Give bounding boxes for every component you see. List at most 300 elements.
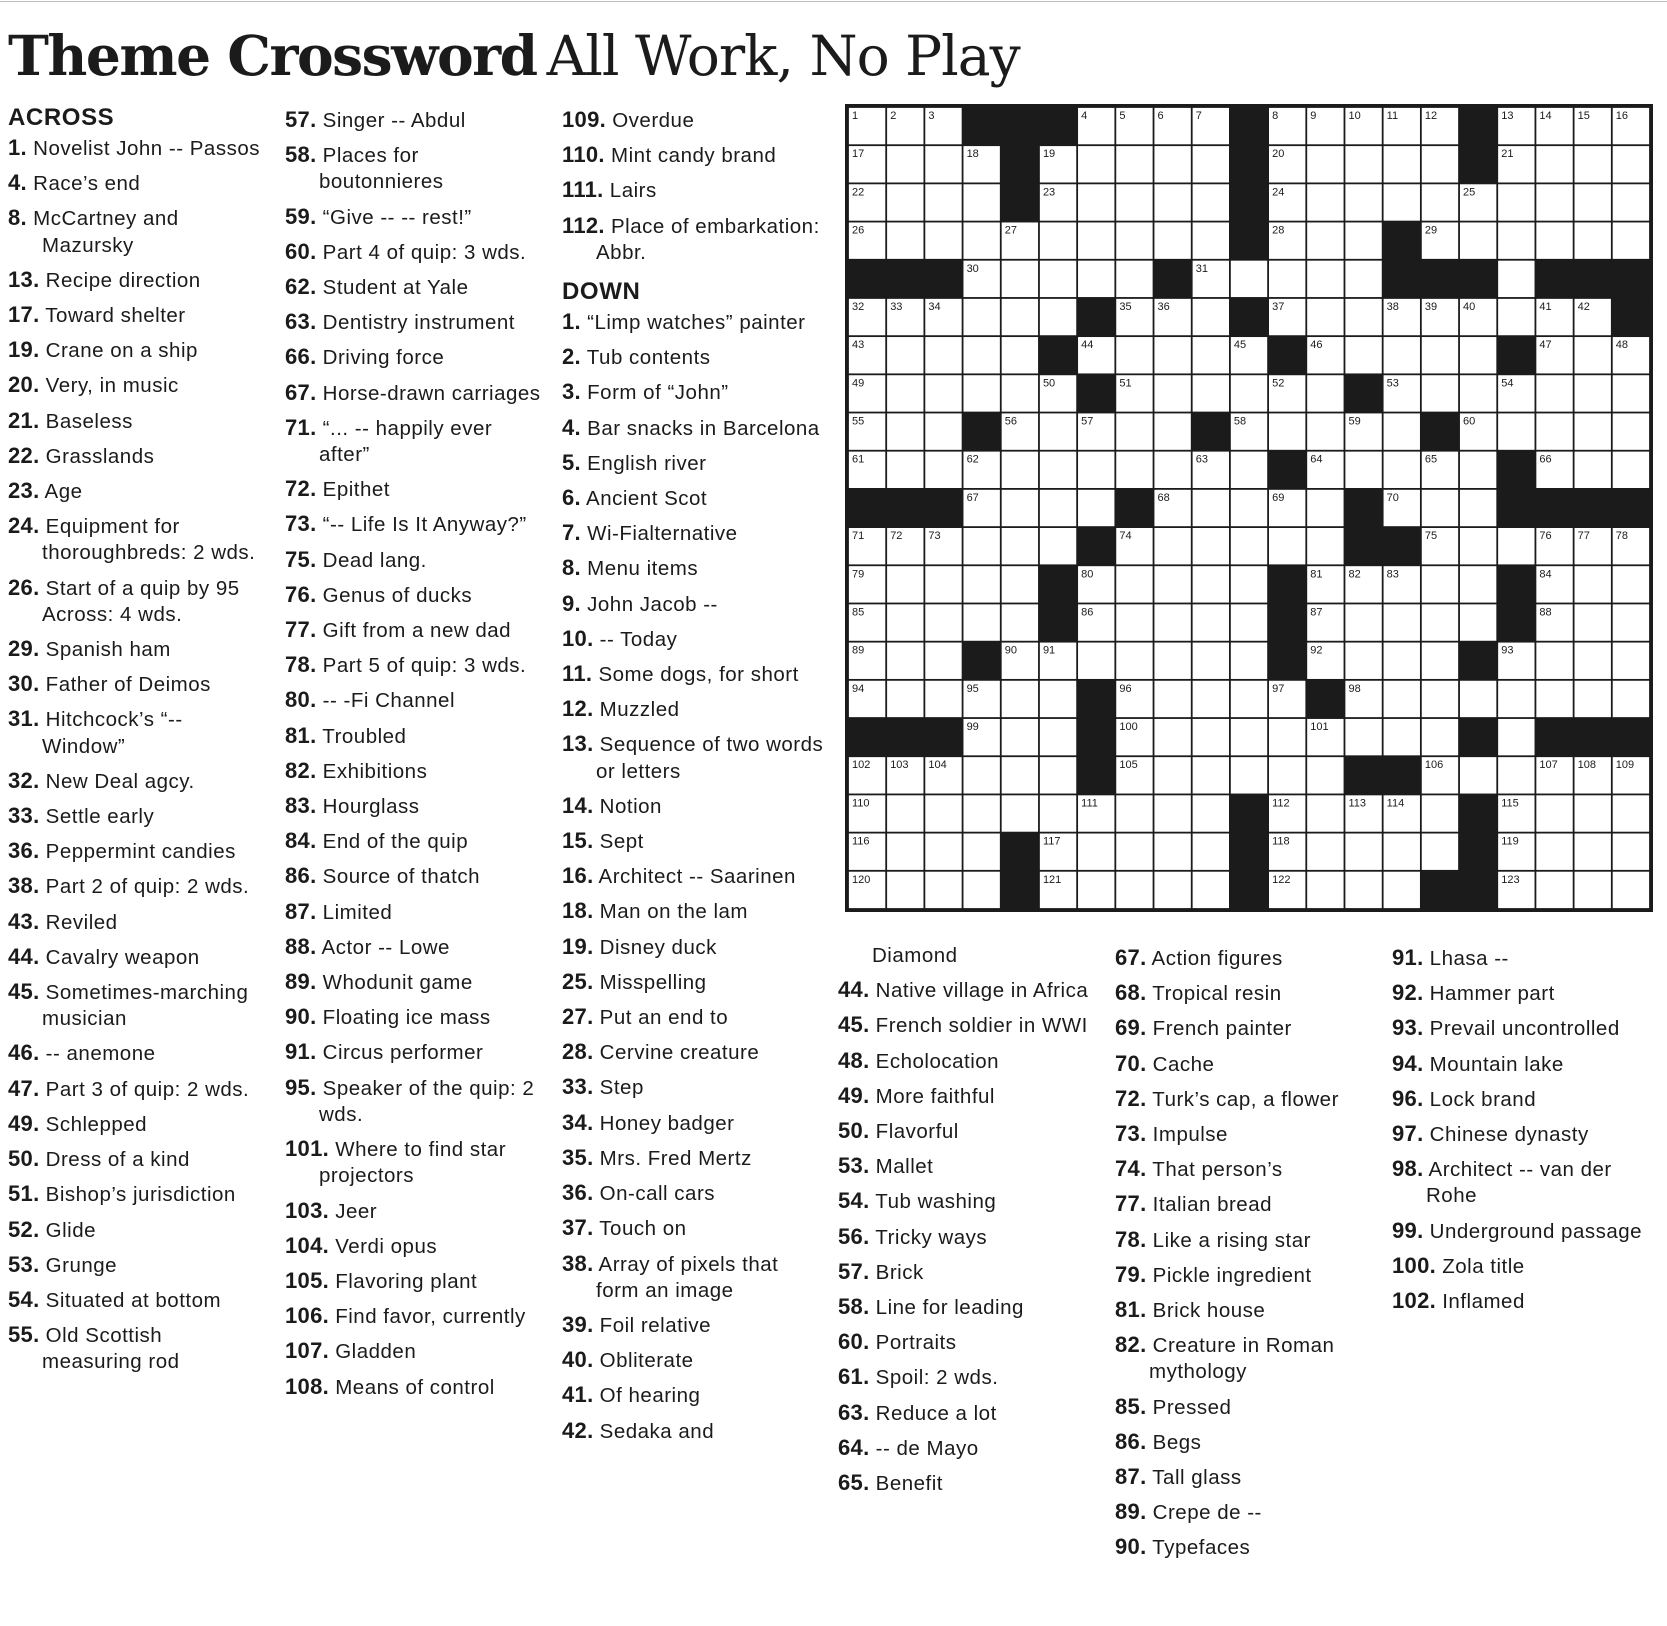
black-square — [1497, 565, 1535, 603]
clue-number: 67. — [1115, 945, 1147, 970]
clue-item — [285, 1338, 547, 1365]
clue-number: 55. — [8, 1322, 40, 1348]
clue-text: Cavalry weapon — [39, 945, 200, 969]
grid-cell — [1575, 566, 1611, 602]
grid-cell-number: 63 — [1195, 453, 1208, 466]
clue-number: 78. — [285, 652, 317, 678]
clue-text: Echolocation — [869, 1049, 1000, 1073]
black-square — [1039, 565, 1077, 603]
clue-text: Tub contents — [580, 346, 711, 370]
grid-cell — [1307, 757, 1343, 793]
grid-cell-number: 87 — [1310, 606, 1323, 619]
black-square — [1459, 718, 1497, 756]
grid-cell — [925, 184, 961, 220]
clue-text: Settle early — [39, 805, 155, 829]
grid-cell — [1154, 528, 1190, 564]
clue-number: 58. — [838, 1294, 870, 1320]
grid-cell — [1116, 604, 1152, 640]
clue-item — [8, 575, 266, 628]
black-square — [1268, 565, 1306, 603]
grid-cell — [1040, 795, 1076, 831]
clue-text: Portraits — [869, 1331, 957, 1355]
grid-cell — [963, 184, 999, 220]
grid-cell — [1078, 872, 1114, 908]
clue-number: 29. — [8, 636, 40, 662]
grid-cell — [963, 222, 999, 258]
clue-item — [285, 274, 547, 301]
grid-cell — [1498, 261, 1534, 297]
grid-cell — [1002, 604, 1038, 640]
clue-number: 36. — [8, 838, 40, 864]
grid-cell-number: 11 — [1386, 110, 1399, 122]
clue-number: 111. — [562, 177, 604, 203]
clue-number: 81. — [1115, 1297, 1147, 1323]
grid-cell — [1422, 604, 1458, 640]
grid-cell — [1536, 375, 1572, 411]
clue-text: Menu items — [580, 557, 699, 581]
grid-cell — [963, 757, 999, 793]
grid-cell — [1613, 184, 1649, 220]
grid-cell — [1613, 375, 1649, 411]
clue-number: 40. — [562, 1347, 594, 1373]
grid-cell-number: 10 — [1348, 110, 1361, 122]
clue-text: Reviled — [39, 910, 118, 934]
clue-number: 102. — [1392, 1288, 1437, 1314]
grid-cell — [1078, 643, 1114, 679]
clue-number: 95. — [285, 1074, 317, 1100]
black-square — [1039, 603, 1077, 641]
grid-cell — [1498, 222, 1534, 258]
clue-number: 86. — [285, 863, 317, 889]
grid-cell — [1231, 757, 1267, 793]
clue-text: On-call cars — [593, 1182, 716, 1206]
grid-cell-number: 9 — [1310, 110, 1317, 122]
black-square — [1230, 107, 1268, 145]
black-square — [1383, 222, 1421, 260]
clue-item — [838, 1048, 1100, 1075]
grid-cell — [1078, 261, 1114, 297]
clue-text: Begs — [1146, 1430, 1202, 1454]
clue-item — [285, 723, 547, 750]
grid-cell — [1002, 337, 1038, 373]
clue-number: 38. — [562, 1250, 594, 1276]
clue-item — [1115, 1051, 1377, 1078]
grid-cell — [1193, 834, 1229, 870]
grid-cell — [1613, 604, 1649, 640]
clue-number: 26. — [8, 574, 40, 600]
clue-text: Lhasa -- — [1423, 947, 1509, 970]
grid-cell — [1193, 490, 1229, 526]
clue-number: 33. — [8, 803, 40, 829]
clue-item — [562, 793, 824, 820]
grid-cell — [925, 337, 961, 373]
clue-number: 4. — [8, 170, 27, 196]
grid-cell — [1460, 337, 1496, 373]
clue-text: Honey badger — [593, 1111, 735, 1135]
clue-text: Exhibitions — [316, 759, 428, 783]
grid-cell — [925, 222, 961, 258]
grid-cell-number: 19 — [1042, 148, 1056, 161]
grid-cell-number: 6 — [1157, 110, 1164, 122]
grid-cell-number: 18 — [966, 148, 979, 161]
clue-number: 73. — [285, 511, 317, 537]
clue-text: Sept — [593, 830, 644, 854]
grid-cell — [1575, 375, 1611, 411]
clue-number: 67. — [285, 379, 317, 405]
clue-text: Of hearing — [593, 1384, 701, 1408]
grid-cell — [1575, 452, 1611, 488]
clue-text: Genus of ducks — [316, 583, 473, 607]
grid-cell — [1116, 146, 1152, 182]
clue-number: 106. — [285, 1303, 330, 1329]
clue-number: 99. — [1392, 1217, 1424, 1243]
grid-cell — [1460, 757, 1496, 793]
clue-item — [285, 511, 547, 538]
black-square — [1612, 260, 1650, 298]
clue-number: 13. — [8, 266, 40, 292]
clue-number: 87. — [1115, 1464, 1147, 1490]
clue-text: Race’s end — [26, 172, 141, 196]
grid-cell — [1002, 719, 1038, 755]
grid-cell — [925, 872, 961, 908]
grid-cell — [1307, 490, 1343, 526]
black-square — [1268, 642, 1306, 680]
clue-item — [8, 909, 266, 936]
grid-cell — [1040, 490, 1076, 526]
clue-item — [8, 1146, 266, 1173]
grid-cell-number: 60 — [1463, 415, 1476, 428]
grid-cell — [1193, 604, 1229, 640]
clue-text: Hitchcock’s “-- Window” — [39, 708, 183, 758]
clue-text: More faithful — [869, 1084, 995, 1108]
grid-cell — [887, 834, 923, 870]
grid-cell — [887, 413, 923, 449]
grid-cell — [1154, 643, 1190, 679]
grid-cell-number: 38 — [1386, 300, 1399, 313]
clue-text: Gift from a new dad — [316, 619, 512, 643]
clue-item — [1115, 1121, 1377, 1148]
grid-cell — [1384, 872, 1420, 908]
clue-number: 57. — [838, 1258, 870, 1284]
clue-text: Speaker of the quip: 2 wds. — [316, 1076, 535, 1126]
clue-text: Start of a quip by 95 Across: 4 wds. — [39, 576, 240, 626]
clue-number: 46. — [8, 1040, 40, 1066]
clue-item — [562, 213, 824, 266]
clue-number: 104. — [285, 1232, 330, 1258]
grid-cell — [1002, 681, 1038, 717]
clue-text: Jeer — [329, 1199, 378, 1223]
grid-cell — [1384, 184, 1420, 220]
grid-cell — [1307, 528, 1343, 564]
clue-item — [285, 415, 547, 468]
grid-cell-number: 61 — [852, 453, 865, 466]
black-square — [1459, 794, 1497, 832]
black-square — [1230, 222, 1268, 260]
black-square — [924, 718, 962, 756]
grid-cell — [1231, 719, 1267, 755]
grid-cell — [1193, 337, 1229, 373]
grid-cell — [1002, 490, 1038, 526]
black-square — [1535, 489, 1573, 527]
clue-item — [285, 204, 547, 231]
grid-cell-number: 27 — [1004, 224, 1018, 237]
grid-cell — [1307, 299, 1343, 335]
black-square — [1574, 489, 1612, 527]
grid-cell — [1307, 184, 1343, 220]
clue-text: Lock brand — [1423, 1087, 1537, 1111]
grid-cell — [887, 643, 923, 679]
grid-cell-number: 72 — [890, 530, 903, 543]
clue-text: Hourglass — [316, 795, 420, 819]
black-square — [1001, 871, 1039, 909]
black-square — [1230, 298, 1268, 336]
clue-text: Means of control — [329, 1375, 495, 1399]
clue-number: 18. — [562, 898, 594, 924]
clue-item — [562, 309, 824, 336]
clue-text: English river — [580, 451, 707, 475]
grid-cell — [963, 604, 999, 640]
grid-cell — [1384, 681, 1420, 717]
grid-cell-number: 103 — [890, 759, 909, 772]
clue-number: 84. — [285, 828, 317, 854]
grid-cell — [1154, 146, 1190, 182]
grid-cell-number: 53 — [1386, 377, 1399, 390]
grid-cell — [925, 604, 961, 640]
clue-text: Troubled — [316, 724, 407, 748]
clue-number: 11. — [562, 661, 593, 687]
clue-text: Verdi opus — [329, 1234, 438, 1258]
clue-item — [8, 302, 266, 329]
grid-cell — [1536, 222, 1572, 258]
grid-cell-number: 52 — [1272, 377, 1285, 390]
black-square — [1039, 336, 1077, 374]
grid-cell-number: 83 — [1386, 568, 1399, 581]
grid-cell — [1498, 299, 1534, 335]
clue-item — [562, 177, 824, 204]
clue-column-4 — [838, 943, 1100, 1505]
grid-cell-number: 113 — [1348, 797, 1367, 810]
clue-text: Tricky ways — [869, 1225, 988, 1249]
grid-cell-number: 88 — [1539, 606, 1552, 619]
clue-text: “-- Life Is It Anyway?” — [316, 513, 527, 537]
clue-item — [562, 898, 824, 925]
grid-cell-number: 70 — [1386, 491, 1399, 504]
clue-item — [8, 1076, 266, 1103]
grid-cell — [1575, 337, 1611, 373]
grid-cell — [1307, 413, 1343, 449]
grid-cell-number: 109 — [1615, 759, 1635, 772]
grid-cell-number: 12 — [1424, 110, 1438, 122]
clue-text: Spanish ham — [39, 638, 171, 662]
grid-cell — [1040, 452, 1076, 488]
grid-cell — [1575, 834, 1611, 870]
grid-cell — [1078, 834, 1114, 870]
grid-cell-number: 108 — [1577, 759, 1596, 772]
clue-text: Italian bread — [1146, 1193, 1273, 1217]
grid-cell — [1613, 452, 1649, 488]
black-square — [1077, 374, 1115, 412]
clue-number: 13. — [562, 731, 594, 757]
clue-number: 97. — [1392, 1121, 1424, 1147]
clue-number: 1. — [562, 309, 581, 335]
clue-text: Part 2 of quip: 2 wds. — [39, 875, 250, 899]
clue-item — [285, 1004, 547, 1031]
grid-cell — [1269, 528, 1305, 564]
clue-item — [838, 1083, 1100, 1110]
clue-number: 71. — [285, 414, 317, 440]
clue-text: Tropical resin — [1146, 982, 1282, 1006]
clue-number: 98. — [1392, 1156, 1424, 1182]
grid-cell-number: 73 — [928, 530, 941, 543]
grid-cell-number: 48 — [1615, 339, 1629, 352]
grid-cell — [1498, 681, 1534, 717]
clue-number: 22. — [8, 442, 40, 468]
clue-number: 72. — [1115, 1085, 1147, 1111]
grid-cell — [1154, 566, 1190, 602]
grid-cell-number: 67 — [966, 491, 979, 504]
clue-number: 100. — [1392, 1252, 1437, 1278]
grid-cell — [1269, 757, 1305, 793]
clue-number: 83. — [285, 793, 317, 819]
black-square — [1192, 413, 1230, 451]
grid-cell — [1460, 375, 1496, 411]
clue-item — [8, 636, 266, 663]
grid-cell-number: 105 — [1119, 759, 1138, 772]
grid-cell — [1536, 681, 1572, 717]
clue-item — [838, 1400, 1100, 1427]
clue-item — [285, 1303, 547, 1330]
black-square — [1268, 603, 1306, 641]
grid-cell — [1231, 643, 1267, 679]
black-square — [1612, 718, 1650, 756]
clue-number: 79. — [1115, 1261, 1147, 1287]
clue-text: Glide — [39, 1218, 97, 1242]
grid-cell-number: 17 — [852, 148, 865, 161]
grid-cell-number: 90 — [1004, 644, 1018, 657]
clue-number: 109. — [562, 107, 607, 132]
clue-item — [8, 372, 266, 399]
grid-cell-number: 86 — [1081, 606, 1094, 619]
clue-item — [285, 617, 547, 644]
grid-cell-number: 69 — [1272, 491, 1285, 504]
grid-cell — [1154, 604, 1190, 640]
black-square — [1574, 718, 1612, 756]
clue-number: 52. — [8, 1216, 40, 1242]
clue-number: 16. — [562, 863, 594, 889]
grid-cell — [1002, 299, 1038, 335]
clue-item — [562, 696, 824, 723]
grid-cell — [1154, 795, 1190, 831]
clue-number: 96. — [1392, 1085, 1424, 1111]
clue-item — [838, 1153, 1100, 1180]
black-square — [1497, 336, 1535, 374]
clue-item — [562, 379, 824, 406]
grid-cell — [1269, 719, 1305, 755]
clue-item — [285, 142, 547, 195]
clue-text: Situated at bottom — [39, 1288, 222, 1312]
grid-cell — [1154, 681, 1190, 717]
clue-text: Misspelling — [593, 970, 707, 994]
grid-cell-number: 71 — [852, 530, 865, 543]
clue-column-5 — [1115, 945, 1377, 1570]
clue-text: Man on the lam — [593, 900, 748, 924]
clue-item — [562, 626, 824, 653]
clue-item — [1392, 1015, 1654, 1042]
clue-item — [1392, 1218, 1654, 1245]
clue-item — [1115, 1156, 1377, 1183]
clue-number: 81. — [285, 722, 317, 748]
grid-cell — [1345, 834, 1381, 870]
clue-number: 89. — [1115, 1499, 1147, 1525]
clue-item — [285, 687, 547, 714]
grid-cell — [1422, 681, 1458, 717]
clue-number: 78. — [1115, 1226, 1147, 1252]
black-square — [1421, 260, 1459, 298]
grid-cell — [1002, 261, 1038, 297]
clue-item — [838, 1329, 1100, 1356]
grid-cell-number: 74 — [1119, 530, 1132, 543]
grid-cell — [925, 375, 961, 411]
clue-number: 82. — [285, 757, 317, 783]
grid-cell — [1307, 261, 1343, 297]
grid-cell — [1345, 719, 1381, 755]
clue-text: Pickle ingredient — [1146, 1263, 1312, 1287]
grid-cell-number: 7 — [1195, 110, 1202, 122]
grid-cell — [1154, 375, 1190, 411]
black-square — [1459, 642, 1497, 680]
grid-cell — [925, 146, 961, 182]
clue-number: 50. — [8, 1146, 40, 1172]
clue-item — [1115, 1015, 1377, 1042]
grid-cell-number: 81 — [1310, 568, 1323, 581]
grid-cell — [1154, 872, 1190, 908]
grid-cell-number: 91 — [1042, 644, 1056, 657]
grid-cell — [887, 795, 923, 831]
grid-cell — [887, 872, 923, 908]
grid-cell — [1422, 146, 1458, 182]
clue-item — [8, 205, 266, 258]
clue-item — [562, 1074, 824, 1101]
clue-item — [562, 415, 824, 442]
black-square — [1459, 107, 1497, 145]
black-square — [1039, 107, 1077, 145]
grid-cell — [1422, 834, 1458, 870]
clue-number: 64. — [838, 1434, 870, 1460]
black-square — [1306, 680, 1344, 718]
grid-cell — [1575, 681, 1611, 717]
clue-item — [285, 1136, 547, 1189]
clue-item — [838, 1188, 1100, 1215]
grid-cell-number: 93 — [1501, 644, 1514, 657]
grid-cell-number: 51 — [1119, 377, 1132, 390]
grid-cell — [1193, 222, 1229, 258]
grid-cell — [887, 604, 923, 640]
grid-cell — [1613, 222, 1649, 258]
clue-column-1 — [8, 100, 266, 1384]
clue-text: Benefit — [869, 1472, 944, 1496]
clue-number: 10. — [562, 625, 594, 651]
clue-item — [285, 1039, 547, 1066]
grid-cell — [1193, 184, 1229, 220]
black-square — [1115, 489, 1153, 527]
grid-cell — [1193, 719, 1229, 755]
black-square — [1497, 489, 1535, 527]
black-square — [1230, 794, 1268, 832]
grid-cell — [887, 337, 923, 373]
grid-cell — [1269, 261, 1305, 297]
grid-cell — [1422, 337, 1458, 373]
clue-text: Find favor, currently — [329, 1305, 526, 1329]
